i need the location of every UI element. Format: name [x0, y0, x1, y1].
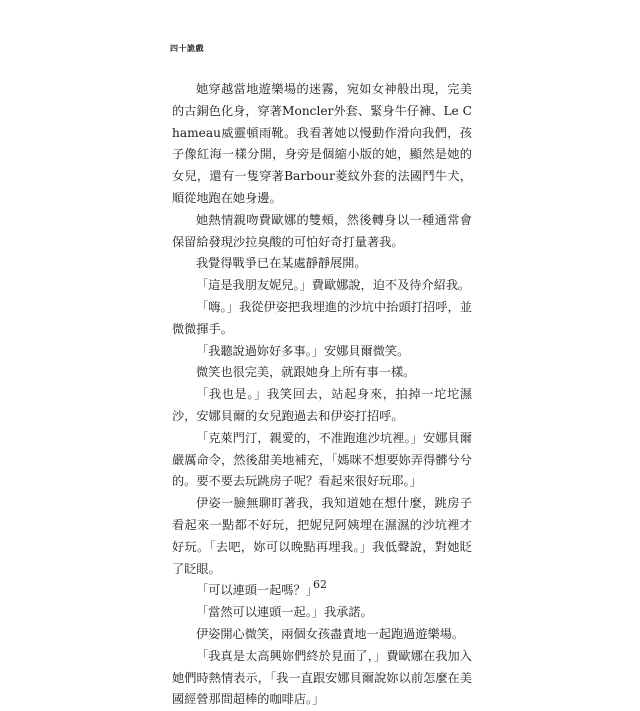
paragraph: 微笑也很完美，就跟她身上所有事一樣。	[196, 365, 416, 380]
paragraph: 「我聽說過妳好多事。」安娜貝爾微笑。	[196, 343, 410, 358]
paragraph: 她熱情親吻費歐娜的雙頰，然後轉身以一種通常會保留給發現沙拉臭酸的可怕好奇打量著我。	[172, 212, 472, 249]
paragraph: 「可以連頭一起嗎？」	[196, 583, 318, 598]
page-number: 62	[313, 578, 327, 591]
paragraph: 伊姿開心微笑，兩個女孩盡責地一起跑過遊樂場。	[196, 626, 465, 641]
body-text	[172, 79, 472, 711]
paragraph: 「這是我朋友妮兒。」費歐娜說，迫不及待介紹我。	[196, 278, 471, 293]
paragraph: 「我也是。」我笑回去，站起身來，拍掉一坨坨濕沙，安娜貝爾的女兒跑過去和伊姿打招呼。	[172, 387, 472, 423]
paragraph: 「我真是太高興妳們終於見面了，」費歐娜在我加入她們時熱情表示，「我一直跟安娜貝爾說妳以前怎麼在美國經營那間超棒的咖啡店。」	[172, 648, 472, 707]
paragraph: 「當然可以連頭一起。」我承諾。	[196, 605, 373, 620]
paragraph: 她穿越當地遊樂場的迷霧，宛如女神般出現，完美的古銅色化身，穿著Moncler外套、緊身牛仔褲、Le Chameau威靈頓雨靴。我看著她以慢動作滑向我們，孩子像紅海一樣分開，身旁是個縮小版的她，顯然是她的女兒，還有一隻穿著Barbour菱紋外套的法國鬥牛犬，順從地跑在她身邊。	[172, 82, 472, 205]
paragraph: 「嗨。」我從伊姿把我埋進的沙坑中抬頭打招呼，並微微揮手。	[172, 299, 472, 336]
paragraph: 我覺得戰爭已在某處靜靜展開。	[196, 256, 367, 271]
running-head: 四十詭戲	[170, 43, 204, 53]
paragraph: 「克萊門汀，親愛的，不准跑進沙坑裡。」安娜貝爾嚴厲命令，然後甜美地補充，「媽咪不想要妳弄得髒兮兮的。要不要去玩跳房子呢？看起來很好玩耶。」	[172, 430, 472, 489]
paragraph: 伊姿一臉無聊盯著我，我知道她在想什麼，跳房子看起來一點都不好玩，把妮兒阿姨埋在濕濕的沙坑裡才好玩。「去吧，妳可以晚點再埋我。」我低聲說，對她眨了眨眼。	[172, 496, 472, 576]
